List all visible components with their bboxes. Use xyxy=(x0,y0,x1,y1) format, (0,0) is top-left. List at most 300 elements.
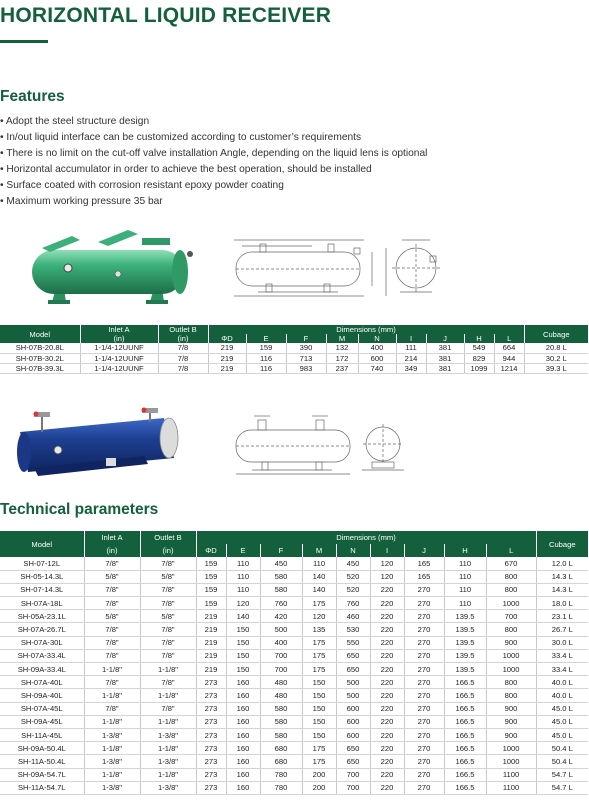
table-cell: 650 xyxy=(336,742,370,755)
cell-model: SH-05-14.3L xyxy=(0,570,84,583)
table-cell: 120 xyxy=(302,610,336,623)
table-cell: 273 xyxy=(196,689,226,702)
cell-model: SH-11A-54.7L xyxy=(0,781,84,794)
table-cell: 700 xyxy=(336,768,370,781)
table-cell: 150 xyxy=(226,623,260,636)
cell-cubage: 50.4 L xyxy=(536,755,588,768)
table-cell: 680 xyxy=(260,755,302,768)
table-cell: 150 xyxy=(302,702,336,715)
table-cell: 116 xyxy=(246,363,286,373)
table-cell: 7/8" xyxy=(140,583,196,596)
table-cell: 139.5 xyxy=(444,610,486,623)
table-cell: 480 xyxy=(260,676,302,689)
table-cell: 220 xyxy=(370,649,404,662)
table-cell: 166.5 xyxy=(444,755,486,768)
table-cell: 273 xyxy=(196,715,226,728)
cell-cubage: 26.7 L xyxy=(536,623,588,636)
table-row xyxy=(0,689,588,702)
table-cell: 520 xyxy=(336,570,370,583)
feature-item: • Horizontal accumulator in order to achieve the best operation, should be installed xyxy=(0,162,427,178)
table-cell: 900 xyxy=(486,636,536,649)
col-header-inlet-unit: (in) xyxy=(84,544,140,557)
col-header-dim: H xyxy=(464,334,494,343)
table-cell: 700 xyxy=(486,610,536,623)
col-header-outlet: Outlet B xyxy=(158,325,208,334)
table-cell: 381 xyxy=(426,353,464,363)
feature-item: • In/out liquid interface can be customized according to customer’s requirements xyxy=(0,130,427,146)
receiver-side-drawing xyxy=(232,234,380,300)
cell-cubage: 40.0 L xyxy=(536,676,588,689)
table-cell: 139.5 xyxy=(444,663,486,676)
table-cell: 800 xyxy=(486,689,536,702)
table-cell: 220 xyxy=(370,781,404,794)
blue-receiver-image xyxy=(14,406,184,480)
table-cell: 500 xyxy=(260,623,302,636)
table-cell: 139.5 xyxy=(444,623,486,636)
table-cell: 1-3/8" xyxy=(140,755,196,768)
table-cell: 219 xyxy=(208,353,246,363)
col-header-dim: N xyxy=(336,544,370,557)
green-receiver-image xyxy=(14,228,198,312)
table-cell: 580 xyxy=(260,570,302,583)
table-cell: 220 xyxy=(370,597,404,610)
cell-model: SH-11A-45L xyxy=(0,728,84,741)
table-cell: 132 xyxy=(326,343,358,353)
table-cell: 270 xyxy=(404,715,444,728)
table-technical-parameters xyxy=(0,531,588,795)
cell-model: SH-07A-26.7L xyxy=(0,623,84,636)
table-cell: 7/8" xyxy=(84,557,140,570)
table-row xyxy=(0,623,588,636)
cell-model: SH-07-12L xyxy=(0,557,84,570)
table-row xyxy=(0,702,588,715)
table-cell: 150 xyxy=(302,689,336,702)
table-cell: 220 xyxy=(370,636,404,649)
table-cell: 420 xyxy=(260,610,302,623)
cell-cubage: 50.4 L xyxy=(536,742,588,755)
table-cell: 5/8" xyxy=(140,610,196,623)
table-cell: 7/8" xyxy=(84,702,140,715)
table-cell: 214 xyxy=(396,353,426,363)
table-cell: 1-1/8" xyxy=(140,742,196,755)
table-cell: 270 xyxy=(404,742,444,755)
table-cell: 200 xyxy=(302,781,336,794)
table-cell: 600 xyxy=(336,702,370,715)
table-cell: 120 xyxy=(370,570,404,583)
table-cell: 944 xyxy=(494,353,524,363)
cell-cubage: 45.0 L xyxy=(536,702,588,715)
table-cell: 1000 xyxy=(486,649,536,662)
table-row xyxy=(0,649,588,662)
table-cell: 1-1/8" xyxy=(84,689,140,702)
table-cell: 160 xyxy=(226,715,260,728)
table-cell: 166.5 xyxy=(444,781,486,794)
cell-model: SH-11A-50.4L xyxy=(0,755,84,768)
table-cell: 175 xyxy=(302,636,336,649)
table-cell: 1000 xyxy=(486,597,536,610)
table-cell: 220 xyxy=(370,663,404,676)
table-cell: 900 xyxy=(486,715,536,728)
col-header-inlet-unit: (in) xyxy=(80,334,158,343)
table-cell: 1-1/8" xyxy=(84,715,140,728)
cell-cubage: 20.8 L xyxy=(524,343,588,353)
col-header-dim: ΦD xyxy=(196,544,226,557)
table-cell: 116 xyxy=(246,353,286,363)
table-row xyxy=(0,363,588,373)
table-row xyxy=(0,728,588,741)
table-cell: 7/8 xyxy=(158,353,208,363)
table-cell: 159 xyxy=(246,343,286,353)
table-cell: 160 xyxy=(226,676,260,689)
table-cell: 273 xyxy=(196,676,226,689)
table-cell: 650 xyxy=(336,649,370,662)
table-cell: 110 xyxy=(226,570,260,583)
table-cell: 900 xyxy=(486,702,536,715)
table-cell: 273 xyxy=(196,781,226,794)
col-header-dim: L xyxy=(494,334,524,343)
table-cell: 1-1/8" xyxy=(140,663,196,676)
table-cell: 1-3/8" xyxy=(84,755,140,768)
table-cell: 450 xyxy=(336,557,370,570)
table-cell: 120 xyxy=(370,557,404,570)
table-cell: 150 xyxy=(302,728,336,741)
table-cell: 273 xyxy=(196,755,226,768)
table-cell: 140 xyxy=(302,583,336,596)
table-cell: 450 xyxy=(260,557,302,570)
page-title: HORIZONTAL LIQUID RECEIVER xyxy=(0,4,332,27)
table-cell: 600 xyxy=(336,728,370,741)
table-cell: 530 xyxy=(336,623,370,636)
table-cell: 400 xyxy=(260,636,302,649)
table-cell: 219 xyxy=(208,343,246,353)
table-cell: 1-1/4-12UUNF xyxy=(80,353,158,363)
table-cell: 270 xyxy=(404,676,444,689)
col-header-inlet: Inlet A xyxy=(80,325,158,334)
col-header-cubage: Cubage xyxy=(536,531,588,557)
table-cell: 270 xyxy=(404,728,444,741)
cell-cubage: 45.0 L xyxy=(536,715,588,728)
col-header-cubage: Cubage xyxy=(524,325,588,343)
cell-cubage: 33.4 L xyxy=(536,663,588,676)
table-cell: 1-1/8" xyxy=(84,663,140,676)
table-cell: 650 xyxy=(336,755,370,768)
cell-model: SH-07-14.3L xyxy=(0,583,84,596)
table-cell: 166.5 xyxy=(444,702,486,715)
table-cell: 900 xyxy=(486,728,536,741)
table-cell: 110 xyxy=(444,557,486,570)
col-header-dim: H xyxy=(444,544,486,557)
table-cell: 349 xyxy=(396,363,426,373)
table-cell: 1099 xyxy=(464,363,494,373)
table-cell: 7/8" xyxy=(140,649,196,662)
table-cell: 800 xyxy=(486,583,536,596)
table-row xyxy=(0,676,588,689)
table-row xyxy=(0,781,588,794)
table-cell: 273 xyxy=(196,702,226,715)
table-cell: 1000 xyxy=(486,663,536,676)
table-cell: 175 xyxy=(302,649,336,662)
table-cell: 1-1/8" xyxy=(140,689,196,702)
table-cell: 5/8" xyxy=(84,610,140,623)
cell-cubage: 14.3 L xyxy=(536,583,588,596)
table-cell: 220 xyxy=(370,728,404,741)
table-cell: 150 xyxy=(226,663,260,676)
table-row xyxy=(0,557,588,570)
table-cell: 1-3/8" xyxy=(84,728,140,741)
table-cell: 159 xyxy=(196,583,226,596)
table-cell: 150 xyxy=(226,649,260,662)
table-cell: 160 xyxy=(226,781,260,794)
table-row xyxy=(0,583,588,596)
table-row xyxy=(0,715,588,728)
table-cell: 110 xyxy=(302,557,336,570)
table-cell: 166.5 xyxy=(444,768,486,781)
table-cell: 670 xyxy=(486,557,536,570)
table-cell: 500 xyxy=(336,676,370,689)
table-cell: 800 xyxy=(486,570,536,583)
col-header-dimensions: Dimensions (mm) xyxy=(208,325,524,334)
table-cell: 740 xyxy=(358,363,396,373)
table-cell: 390 xyxy=(286,343,326,353)
table-cell: 700 xyxy=(260,649,302,662)
table-cell: 520 xyxy=(336,583,370,596)
cell-model: SH-07A-33.4L xyxy=(0,649,84,662)
table-cell: 140 xyxy=(302,570,336,583)
table-cell: 166.5 xyxy=(444,728,486,741)
table-cell: 700 xyxy=(336,781,370,794)
table-cell: 1-1/8" xyxy=(140,715,196,728)
col-header-dimensions: Dimensions (mm) xyxy=(196,531,536,544)
table-cell: 270 xyxy=(404,781,444,794)
table-row xyxy=(0,636,588,649)
table-cell: 580 xyxy=(260,583,302,596)
col-header-dim: E xyxy=(246,334,286,343)
cell-cubage: 40.0 L xyxy=(536,689,588,702)
cell-model: SH-07A-40L xyxy=(0,676,84,689)
table-cell: 270 xyxy=(404,583,444,596)
cell-model: SH-07A-30L xyxy=(0,636,84,649)
cell-model: SH-09A-54.7L xyxy=(0,768,84,781)
table-cell: 1-1/8" xyxy=(84,742,140,755)
col-header-dim: J xyxy=(426,334,464,343)
col-header-dim: I xyxy=(396,334,426,343)
table-cell: 1-1/4-12UUNF xyxy=(80,343,158,353)
table-cell: 166.5 xyxy=(444,715,486,728)
cell-cubage: 33.4 L xyxy=(536,649,588,662)
table-row xyxy=(0,353,588,363)
table-cell: 580 xyxy=(260,702,302,715)
table-cell: 7/8" xyxy=(84,583,140,596)
table-cell: 270 xyxy=(404,610,444,623)
table-row xyxy=(0,768,588,781)
cell-cubage: 30.2 L xyxy=(524,353,588,363)
receiver-side-drawing-2 xyxy=(232,412,356,478)
table-cell: 5/8" xyxy=(84,570,140,583)
cell-cubage: 18.0 L xyxy=(536,597,588,610)
table-cell: 713 xyxy=(286,353,326,363)
col-header-dim: ΦD xyxy=(208,334,246,343)
table-cell: 172 xyxy=(326,353,358,363)
receiver-end-drawing-2 xyxy=(358,420,408,476)
cell-model: SH-09A-45L xyxy=(0,715,84,728)
table-cell: 1100 xyxy=(486,768,536,781)
table-cell: 7/8" xyxy=(140,557,196,570)
technical-parameters-heading: Technical parameters xyxy=(0,501,159,518)
table-cell: 270 xyxy=(404,755,444,768)
table-cell: 166.5 xyxy=(444,742,486,755)
col-header-dim: F xyxy=(260,544,302,557)
table-cell: 120 xyxy=(226,597,260,610)
col-header-outlet-unit: (in) xyxy=(140,544,196,557)
table-cell: 480 xyxy=(260,689,302,702)
table-cell: 270 xyxy=(404,663,444,676)
table-cell: 270 xyxy=(404,649,444,662)
table-cell: 220 xyxy=(370,768,404,781)
table-row xyxy=(0,610,588,623)
table-cell: 219 xyxy=(196,663,226,676)
table-cell: 110 xyxy=(226,583,260,596)
table-cell: 7/8" xyxy=(140,636,196,649)
table-cell: 1-3/8" xyxy=(140,728,196,741)
cell-model: SH-07A-18L xyxy=(0,597,84,610)
table-cell: 7/8" xyxy=(84,676,140,689)
table-cell: 220 xyxy=(370,689,404,702)
table-cell: 219 xyxy=(196,649,226,662)
table-cell: 110 xyxy=(444,583,486,596)
table-cell: 175 xyxy=(302,597,336,610)
table-cell: 273 xyxy=(196,742,226,755)
table-cell: 140 xyxy=(226,610,260,623)
table-cell: 220 xyxy=(370,583,404,596)
table-body xyxy=(0,343,588,373)
col-header-dim: M xyxy=(302,544,336,557)
table-cell: 600 xyxy=(358,353,396,363)
cell-cubage: 14.3 L xyxy=(536,570,588,583)
table-cell: 460 xyxy=(336,610,370,623)
table-cell: 159 xyxy=(196,597,226,610)
table-cell: 219 xyxy=(196,623,226,636)
table-cell: 1000 xyxy=(486,755,536,768)
table-cell: 7/8" xyxy=(84,649,140,662)
table-cell: 381 xyxy=(426,343,464,353)
table-cell: 780 xyxy=(260,781,302,794)
cell-model: SH-09A-50.4L xyxy=(0,742,84,755)
cell-cubage: 54.7 L xyxy=(536,768,588,781)
table-cell: 220 xyxy=(370,755,404,768)
table-cell: 1000 xyxy=(486,742,536,755)
table-cell: 150 xyxy=(226,636,260,649)
table-cell: 220 xyxy=(370,610,404,623)
col-header-dim: F xyxy=(286,334,326,343)
cell-model: SH-07A-45L xyxy=(0,702,84,715)
table-cell: 165 xyxy=(404,570,444,583)
table-cell: 219 xyxy=(196,610,226,623)
table-cell: 160 xyxy=(226,755,260,768)
col-header-model: Model xyxy=(0,531,84,557)
table-cell: 160 xyxy=(226,689,260,702)
table-cell: 110 xyxy=(226,557,260,570)
table-cell: 600 xyxy=(336,715,370,728)
cell-model: SH-09A-40L xyxy=(0,689,84,702)
feature-item: • There is no limit on the cut-off valve installation Angle, depending on the liquid lens is optional xyxy=(0,146,427,162)
table-cell: 7/8" xyxy=(84,623,140,636)
col-header-dim: E xyxy=(226,544,260,557)
col-header-outlet: Outlet B xyxy=(140,531,196,544)
table-cell: 139.5 xyxy=(444,649,486,662)
table-cell: 166.5 xyxy=(444,689,486,702)
table-cell: 219 xyxy=(196,636,226,649)
table-cell: 780 xyxy=(260,768,302,781)
table-cell: 220 xyxy=(370,702,404,715)
table-cell: 135 xyxy=(302,623,336,636)
table-cell: 760 xyxy=(260,597,302,610)
cell-cubage: 30.0 L xyxy=(536,636,588,649)
table-cell: 220 xyxy=(370,715,404,728)
cell-cubage: 54.7 L xyxy=(536,781,588,794)
table-cell: 220 xyxy=(370,676,404,689)
table-cell: 273 xyxy=(196,768,226,781)
table-cell: 270 xyxy=(404,623,444,636)
col-header-dim: J xyxy=(404,544,444,557)
table-cell: 160 xyxy=(226,768,260,781)
cell-model: SH-05A-23.1L xyxy=(0,610,84,623)
cell-cubage: 45.0 L xyxy=(536,728,588,741)
receiver-end-drawing xyxy=(382,234,448,300)
table-cell: 1-3/8" xyxy=(140,781,196,794)
col-header-dim: L xyxy=(486,544,536,557)
table-cell: 237 xyxy=(326,363,358,373)
table-cell: 800 xyxy=(486,676,536,689)
table-cell: 7/8" xyxy=(84,597,140,610)
table-cell: 680 xyxy=(260,742,302,755)
table-cell: 220 xyxy=(370,742,404,755)
table-cell: 1214 xyxy=(494,363,524,373)
table-cell: 160 xyxy=(226,702,260,715)
table-cell: 160 xyxy=(226,742,260,755)
table-cell: 139.5 xyxy=(444,636,486,649)
table-cell: 5/8" xyxy=(140,570,196,583)
table-cell: 400 xyxy=(358,343,396,353)
table-cell: 1-3/8" xyxy=(84,781,140,794)
col-header-outlet-unit: (in) xyxy=(158,334,208,343)
cell-cubage: 39.3 L xyxy=(524,363,588,373)
table-cell: 580 xyxy=(260,728,302,741)
table-cell: 700 xyxy=(260,663,302,676)
col-header-inlet: Inlet A xyxy=(84,531,140,544)
col-header-dim: I xyxy=(370,544,404,557)
table-cell: 1100 xyxy=(486,781,536,794)
cell-cubage: 12.0 L xyxy=(536,557,588,570)
table-cell: 580 xyxy=(260,715,302,728)
table-cell: 650 xyxy=(336,663,370,676)
table-cell: 7/8" xyxy=(140,597,196,610)
table-row xyxy=(0,742,588,755)
table-cell: 110 xyxy=(444,570,486,583)
table-cell: 159 xyxy=(196,557,226,570)
table-cell: 160 xyxy=(226,728,260,741)
table-cell: 983 xyxy=(286,363,326,373)
table-cell: 200 xyxy=(302,768,336,781)
table-07b-models xyxy=(0,325,588,374)
cell-model: SH-07B-30.2L xyxy=(0,353,80,363)
table-cell: 7/8 xyxy=(158,343,208,353)
table-cell: 150 xyxy=(302,676,336,689)
table-cell: 175 xyxy=(302,742,336,755)
table-cell: 7/8" xyxy=(140,623,196,636)
table-cell: 549 xyxy=(464,343,494,353)
feature-item: • Adopt the steel structure design xyxy=(0,114,427,130)
table-cell: 111 xyxy=(396,343,426,353)
